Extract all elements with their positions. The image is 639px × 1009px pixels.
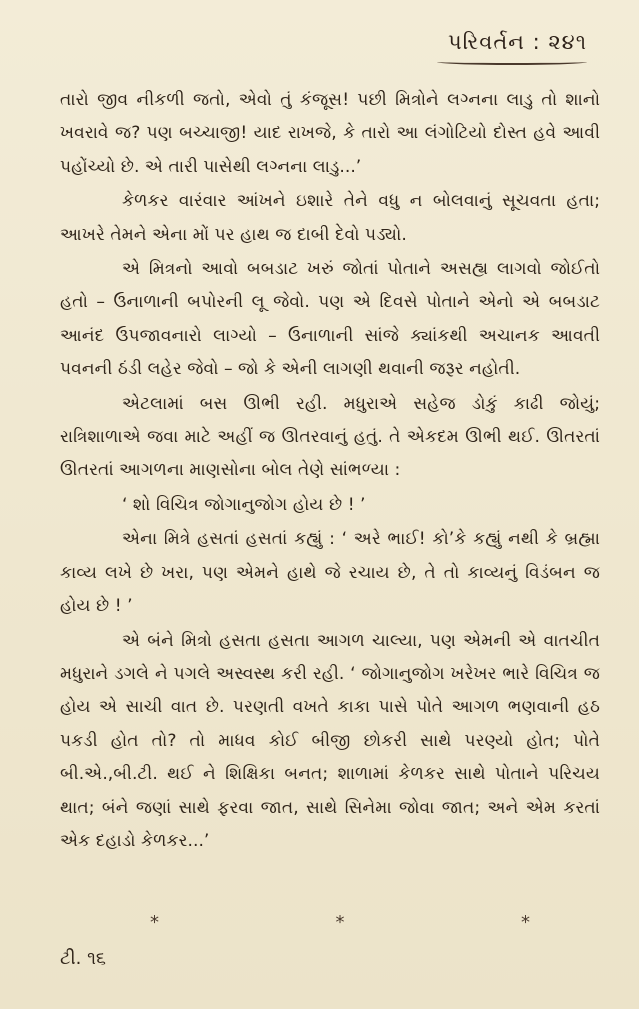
page-title: પરિવર્તન : ૨૪૧	[448, 30, 587, 54]
paragraph-6: એના મિત્રે હસતાં હસતાં કહ્યું : ‘ અરે ભાઈ! કો’કે કહ્યું નથી કે બ્રહ્મા કાવ્ય લખે છે ખરા, પણ એમને હાથે જે રચાય છે, તે તો કાવ્યનું વિડંબન જ હોય છે ! ’	[60, 529, 600, 617]
header-decorative-rule	[437, 59, 587, 65]
body-text	[60, 84, 600, 859]
paragraph-5-quote: ‘ શો વિચિત્ર જોગાનુજોગ હોય છે ! ’	[122, 494, 366, 515]
separator-star-2: *	[335, 912, 345, 933]
page-header	[437, 30, 587, 65]
separator-star-3: *	[521, 912, 530, 933]
signature-mark: ટી. ૧૬	[60, 948, 106, 969]
paragraph-1: તારો જીવ નીકળી જતો, એવો તું કંજૂસ! પછી મિત્રોને લગ્નના લાડુ તો શાનો ખવરાવે જ? પણ બચ્ચાજી! યાદ રાખજે, કે તારો આ લંગોટિયો દોસ્ત હવે આવી પહોંચ્યો છે. એ તારી પાસેથી લગ્નના લાડુ...’	[60, 90, 600, 177]
separator-star-1: *	[150, 912, 159, 933]
paragraph-7: એ બંને મિત્રો હસતા હસતા આગળ ચાલ્યા, પણ એમની એ વાતચીત મધુરાને ડગલે ને પગલે અસ્વસ્થ કરી રહી. ‘ જોગાનુજોગ ખરેખર ભારે વિચિત્ર જ હોય એ સાચી વાત છે. પરણતી વખતે કાકા પાસે પોતે આગળ ભણવાની હઠ પકડી હોત તો? તો માધવ કોઈ બીજી છોકરી સાથે પરણ્યો હોત; પોતે બી.એ.,બી.ટી. થઈ ને શિક્ષિકા બનત; શાળામાં કેળકર સાથે પોતાને પરિચય થાત; બંને જણાં સાથે ફરવા જાત, સાથે સિનેમા જોવા જાત; અને એમ કરતાં એક દહાડો કેળકર...’	[60, 630, 600, 851]
paragraph-4: એટલામાં બસ ઊભી રહી. મધુરાએ સહેજ ડોકું કાઢી જોયું; રાત્રિશાળાએ જવા માટે અહીં જ ઊતરવાનું હતું. તે એકદમ ઊભી થઈ. ઊતરતાં ઊતરતાં આગળના માણસોના બોલ તેણે સાંભળ્યા :	[60, 393, 600, 481]
paragraph-3: એ મિત્રનો આવો બબડાટ ખરું જોતાં પોતાને અસહ્ય લાગવો જોઈતો હતો – ઉનાળાની બપોરની લૂ જેવો. પણ એ દિવસે પોતાને એનો એ બબડાટ આનંદ ઉપજાવનારો લાગ્યો – ઉનાળાની સાંજે ક્યાંકથી અચાનક આવતી પવનની ઠંડી લહેર જેવો – જો કે એની લાગણી થવાની જરૂર નહોતી.	[60, 259, 600, 380]
paragraph-2: કેળકર વારંવાર આંખને ઇશારે તેને વધુ ન બોલવાનું સૂચવતા હતા; આખરે તેમને એના મોં પર હાથ જ દાબી દેવો પડ્યો.	[60, 191, 600, 245]
section-separator	[150, 912, 530, 933]
